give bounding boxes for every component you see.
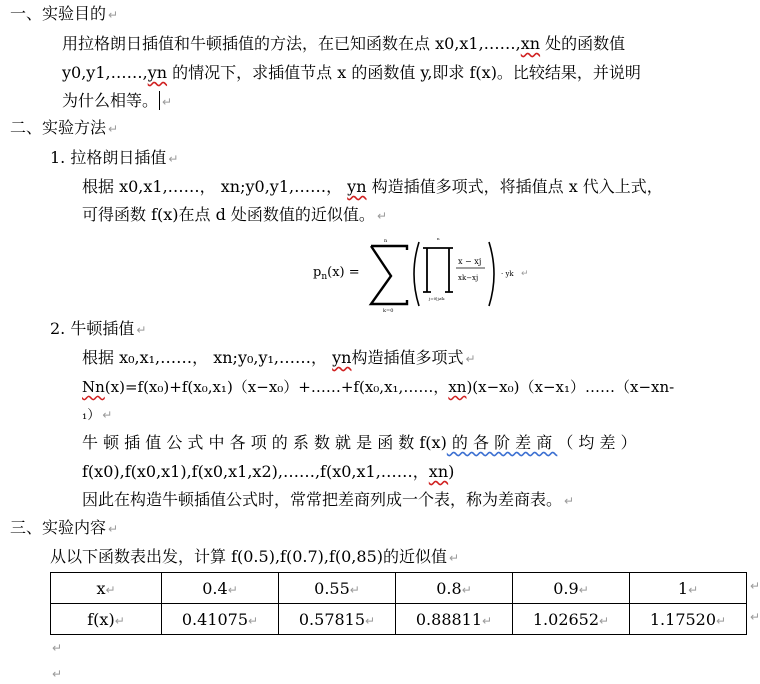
lagrange-line-2: 可得函数 f(x)在点 d 处函数值的近似值。 ↵ <box>82 205 387 224</box>
spellcheck-word: xn <box>520 34 541 53</box>
table-cell: 0.57815↵ <box>279 604 396 635</box>
newton-title: 2. 牛顿插值 ↵ <box>50 319 147 338</box>
content-line-1: 从以下函数表出发，计算 f(0.5),f(0.7),f(0,85)的近似值 ↵ <box>50 547 460 566</box>
newton-line-1: 根据 x₀,x₁,……， xn;y₀,y₁,……， yn构造插值多项式 ↵ <box>82 348 476 367</box>
newton-formula-line: Nn(x)=f(x₀)+f(x₀,x₁)（x−x₀）+……+f(x₀,x₁,……，xn)(x−x₀)（x−x₁）……（x−xn- <box>82 378 675 396</box>
formula-tail: · yk <box>501 270 514 278</box>
table-cell: 1↵ <box>630 573 747 604</box>
objective-line-2: y0,y1,……,yn 的情况下，求插值节点 x 的函数值 y,即求 f(x)。比较结果，并说明 <box>62 63 641 82</box>
sigma-icon <box>371 246 407 304</box>
table-cell: 0.8↵ <box>396 573 513 604</box>
function-value-table <box>50 572 747 635</box>
table-cell: 0.41075↵ <box>162 604 279 635</box>
row-end-mark: ↵ <box>750 610 760 624</box>
lagrange-line-1: 根据 x0,x1,……， xn;y0,y1,……， yn 构造插值多项式，将插值点 x 代入上式， <box>82 177 663 196</box>
sum-upper-limit: n <box>384 238 388 244</box>
section-title-content: 三、实验内容 ↵ <box>10 518 119 537</box>
table-cell: 0.55↵ <box>279 573 396 604</box>
text-cursor <box>159 91 160 110</box>
table-cell: 0.9↵ <box>513 573 630 604</box>
newton-line-6: 因此在构造牛顿插值公式时，常常把差商列成一个表，称为差商表。 ↵ <box>82 490 575 509</box>
table-row <box>51 604 747 635</box>
paragraph-mark: ↵ <box>108 8 119 22</box>
table-row <box>51 573 747 604</box>
table-cell: 1.17520↵ <box>630 604 747 635</box>
spellcheck-word: yn <box>147 63 168 82</box>
section-title-method: 二、实验方法 ↵ <box>10 118 119 137</box>
sum-lower-limit: k=0 <box>383 308 394 314</box>
row-end-mark: ↵ <box>750 579 760 593</box>
right-paren-icon <box>489 242 494 306</box>
objective-line-3: 为什么相等。 ↵ <box>62 91 173 110</box>
prod-upper-limit: n <box>437 236 440 241</box>
formula-lhs: $p_n(x)$ = <box>313 265 360 282</box>
table-cell: f(x)↵ <box>51 604 162 635</box>
section-title-objective: 一、实验目的 ↵ <box>10 4 119 23</box>
table-cell: 0.4↵ <box>162 573 279 604</box>
pi-product-icon <box>423 248 453 292</box>
prod-lower-limit: j=0|j≠k <box>429 296 445 301</box>
lagrange-formula <box>313 236 533 316</box>
fraction-denominator: xk−xj <box>458 274 479 282</box>
table-cell: 1.02652↵ <box>513 604 630 635</box>
fraction-numerator: x − xj <box>458 257 482 266</box>
left-paren-icon <box>414 242 419 306</box>
objective-line-1: 用拉格朗日插值和牛顿插值的方法，在已知函数在点 x0,x1,……,xn 处的函数值 <box>62 34 626 53</box>
paragraph-mark: ↵ <box>52 667 63 681</box>
newton-formula-continuation: ₁） ↵ <box>82 408 113 423</box>
newton-line-5: f(x0),f(x0,x1),f(x0,x1,x2),……,f(x0,x1,……，xn) <box>82 462 455 481</box>
newton-line-4: 牛 顿 插 值 公 式 中 各 项 的 系 数 就 是 函 数 f(x) 的 各 阶 差 商 （ 均 差 ） <box>82 433 637 452</box>
paragraph-mark: ↵ <box>52 641 63 655</box>
table-cell: x↵ <box>51 573 162 604</box>
lagrange-title: 1. 拉格朗日插值 ↵ <box>50 148 179 167</box>
table-cell: 0.88811↵ <box>396 604 513 635</box>
svg-text:↵: ↵ <box>521 269 529 279</box>
